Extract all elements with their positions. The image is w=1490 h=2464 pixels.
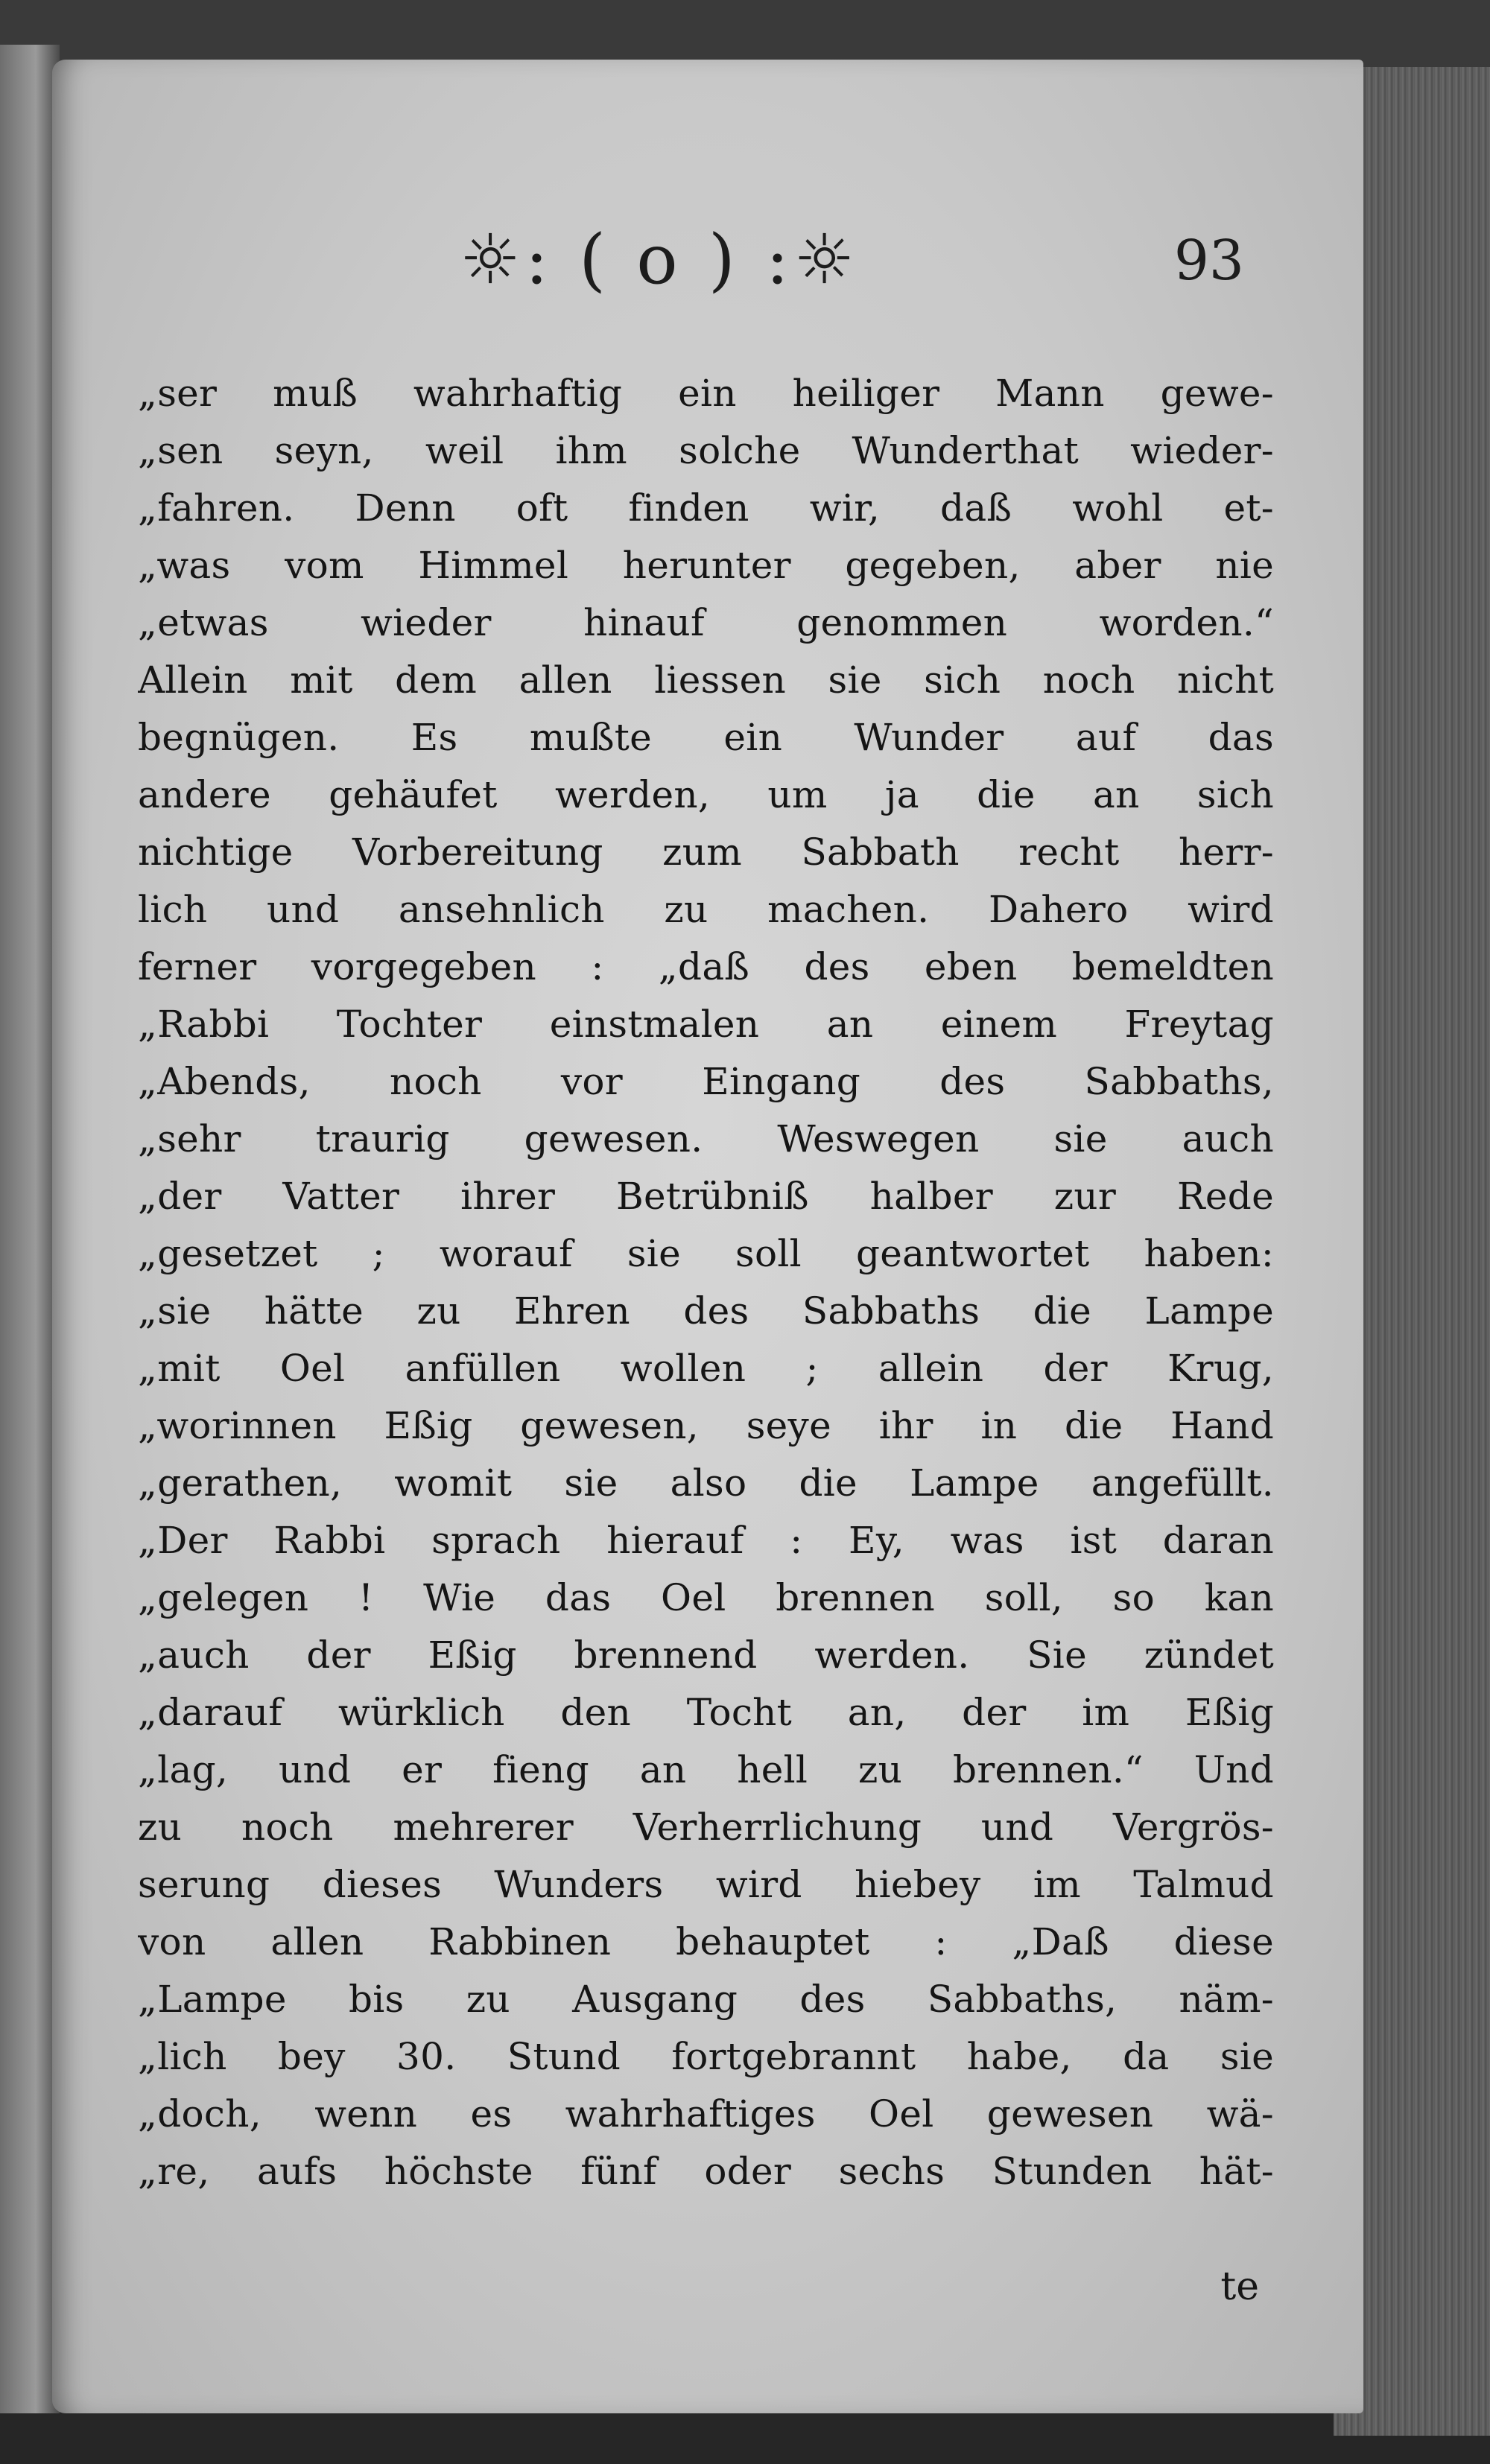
text-line: von allen Rabbinen behauptet : „Daß diese [138, 1920, 1274, 1963]
text-line: „was vom Himmel herunter gegeben, aber nie [138, 544, 1274, 587]
header-ornament: ☼: ( o ) :☼ [459, 220, 860, 299]
text-line: „der Vatter ihrer Betrübniß halber zur Rede [138, 1175, 1274, 1218]
catchword: te [1220, 2264, 1259, 2309]
text-line: „Abends, noch vor Eingang des Sabbaths, [138, 1060, 1274, 1103]
text-line: Allein mit dem allen liessen sie sich noch nicht [138, 658, 1274, 702]
text-line: „auch der Eßig brennend werden. Sie zündet [138, 1633, 1274, 1677]
text-line: andere gehäufet werden, um ja die an sich [138, 773, 1274, 816]
text-line: „sie hätte zu Ehren des Sabbaths die Lampe [138, 1289, 1274, 1333]
page-number: 93 [1173, 229, 1244, 293]
text-line: „fahren. Denn oft finden wir, daß wohl et- [138, 486, 1274, 530]
text-line: „lich bey 30. Stund fortgebrannt habe, da sie [138, 2035, 1274, 2078]
text-line: begnügen. Es mußte ein Wunder auf das [138, 716, 1274, 759]
running-head [52, 220, 1363, 339]
text-line: „Lampe bis zu Ausgang des Sabbaths, näm- [138, 1978, 1274, 2021]
text-line: „re, aufs höchste fünf oder sechs Stunden hät- [138, 2150, 1274, 2193]
facing-page-edge [0, 45, 60, 2413]
text-line: „Der Rabbi sprach hierauf : Ey, was ist daran [138, 1519, 1274, 1562]
text-line: nichtige Vorbereitung zum Sabbath recht herr- [138, 831, 1274, 874]
text-line: lich und ansehnlich zu machen. Dahero wird [138, 888, 1274, 931]
text-line: „darauf würklich den Tocht an, der im Eßig [138, 1691, 1274, 1734]
text-line: „doch, wenn es wahrhaftiges Oel gewesen wä- [138, 2092, 1274, 2136]
text-line: zu noch mehrerer Verherrlichung und Vergrös- [138, 1806, 1274, 1849]
text-line: „sehr traurig gewesen. Weswegen sie auch [138, 1117, 1274, 1160]
text-line: „ser muß wahrhaftig ein heiliger Mann gewe- [138, 372, 1274, 415]
text-line: „gelegen ! Wie das Oel brennen soll, so kan [138, 1576, 1274, 1619]
text-line: „worinnen Eßig gewesen, seye ihr in die Hand [138, 1404, 1274, 1447]
text-line: „Rabbi Tochter einstmalen an einem Freytag [138, 1003, 1274, 1046]
text-line: „lag, und er fieng an hell zu brennen.“ Und [138, 1748, 1274, 1791]
text-line: „gerathen, womit sie also die Lampe angefüllt. [138, 1461, 1274, 1505]
book-page [52, 60, 1363, 2413]
text-line: serung dieses Wunders wird hiebey im Talmud [138, 1863, 1274, 1906]
text-line: ferner vorgegeben : „daß des eben bemeldten [138, 945, 1274, 988]
text-line: „sen seyn, weil ihm solche Wunderthat wieder- [138, 429, 1274, 472]
text-line: „gesetzet ; worauf sie soll geantwortet haben: [138, 1232, 1274, 1275]
text-line: „etwas wieder hinauf genommen worden.“ [138, 601, 1274, 644]
text-line: „mit Oel anfüllen wollen ; allein der Krug, [138, 1347, 1274, 1390]
body-text [138, 365, 1274, 2200]
